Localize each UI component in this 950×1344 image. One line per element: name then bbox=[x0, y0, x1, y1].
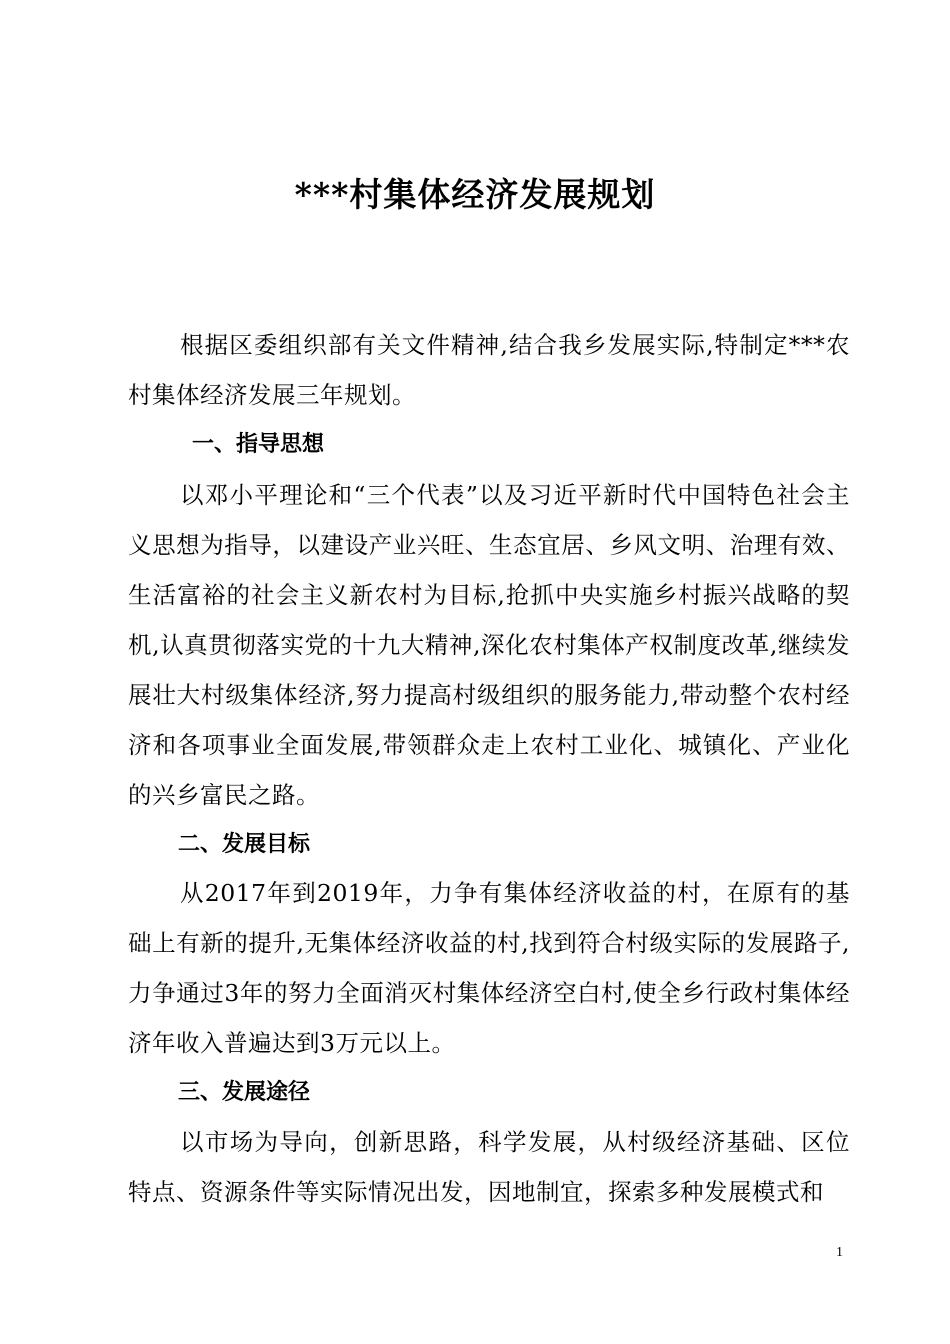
section-heading-development-paths: 三、发展途径 bbox=[178, 1080, 311, 1105]
page-number: 1 bbox=[836, 1245, 843, 1260]
section-paragraph-development-paths: 以市场为导向，创新思路，科学发展，从村级经济基础、区位特点、资源条件等实际情况出发，因地制宜，探索多种发展模式和 bbox=[128, 1128, 850, 1206]
section-paragraph-development-goals: 从2017年到2019年，力争有集体经济收益的村，在原有的基础上有新的提升,无集体经济收益的村,找到符合村级实际的发展路子,力争通过3年的努力全面消灭村集体经济空白村,使全乡行政村集体经济年收入普遍达到3万元以上。 bbox=[128, 879, 850, 1057]
document-title: ***村集体经济发展规划 bbox=[294, 175, 656, 214]
section-paragraph-guiding-ideology: 以邓小平理论和“三个代表”以及习近平新时代中国特色社会主义思想为指导，以建设产业兴旺、生态宜居、乡风文明、治理有效、生活富裕的社会主义新农村为目标,抢抓中央实施乡村振兴战略的契机,认真贯彻落实党的十九大精神,深化农村集体产权制度改革,继续发展壮大村级集体经济,努力提高村级组织的服务能力,带动整个农村经济和各项事业全面发展,带领群众走上农村工业化、城镇化、产业化的兴乡富民之路。 bbox=[128, 481, 850, 809]
section-heading-development-goals: 二、发展目标 bbox=[178, 832, 311, 857]
section-heading-guiding-ideology: 一、指导思想 bbox=[192, 432, 325, 457]
intro-paragraph: 根据区委组织部有关文件精神,结合我乡发展实际,特制定***农村集体经济发展三年规划。 bbox=[128, 331, 850, 409]
